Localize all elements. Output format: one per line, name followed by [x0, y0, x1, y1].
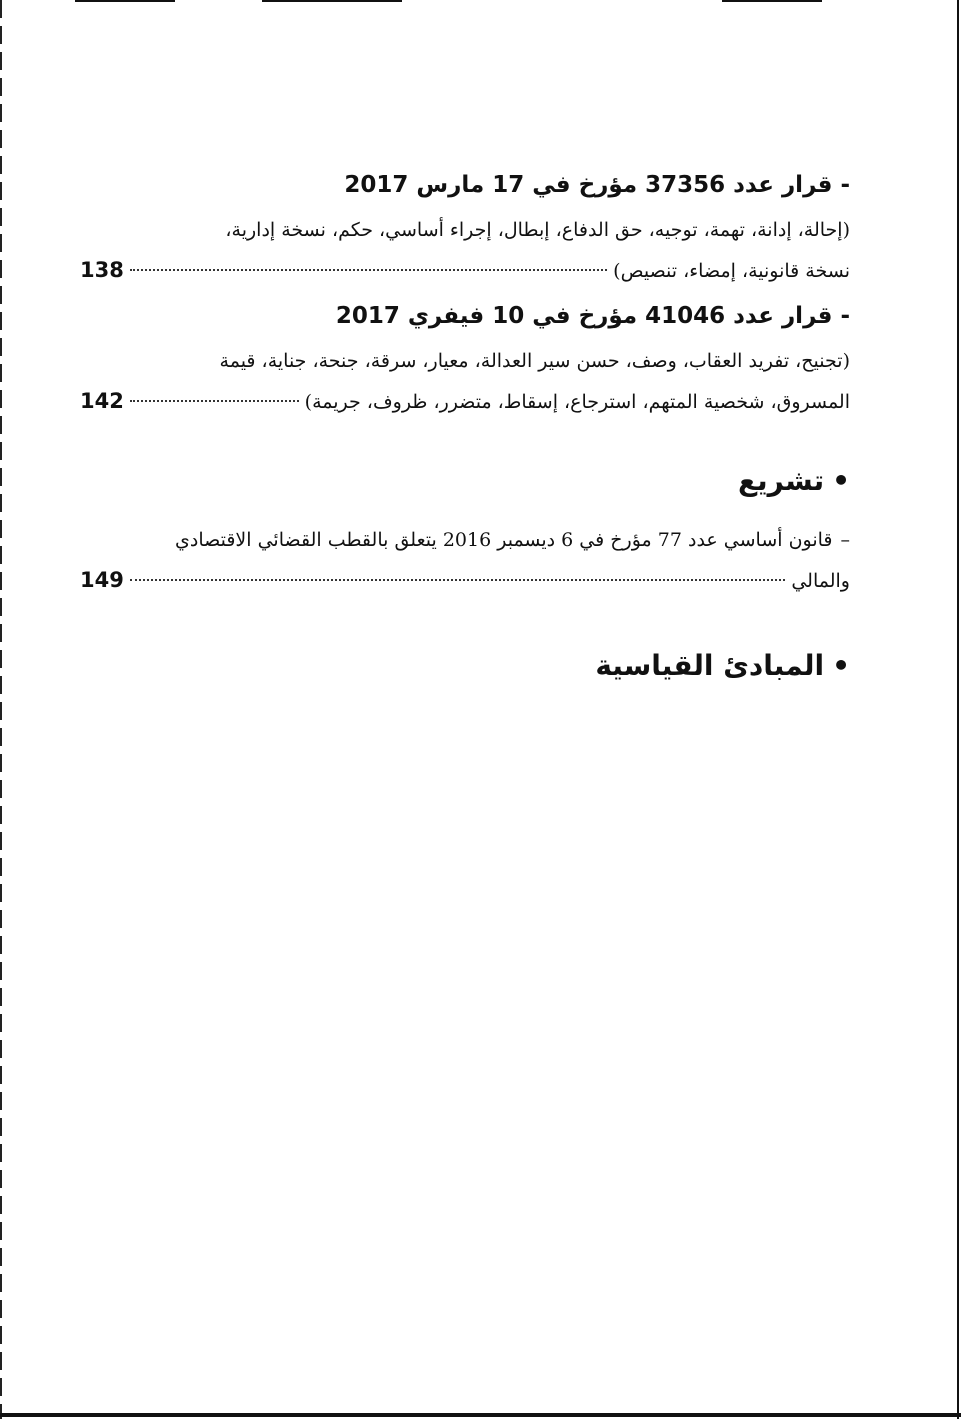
entry-keywords [80, 210, 850, 291]
toc-entry-law [80, 520, 850, 601]
law-line [80, 520, 850, 560]
law-title-continued: والمالي [791, 570, 850, 592]
page-number: 142 [80, 389, 124, 413]
toc-line[interactable] [80, 381, 850, 422]
toc-line[interactable] [80, 560, 850, 601]
keywords-line: (تجنيح، تفريد العقاب، وصف، حسن سير العدالة، معيار، سرقة، جنحة، جناية، قيمة [219, 350, 850, 372]
law-title: قانون أساسي عدد 77 مؤرخ في 6 ديسمبر 2016 يتعلق بالقطب القضائي الاقتصادي [175, 529, 833, 551]
keywords-line: نسخة قانونية، إمضاء، تنصيص) [613, 260, 850, 282]
page-number: 149 [80, 568, 124, 592]
page-edge-right [957, 0, 959, 1419]
bullet-icon: • [832, 649, 850, 682]
keywords-line: المسروق، شخصية المتهم، استرجاع، إسقاط، متضرر، ظروف، جريمة) [304, 391, 850, 413]
header-rule-middle [262, 0, 402, 2]
page-edge-bottom [0, 1413, 961, 1417]
dot-leader [130, 400, 299, 402]
toc-line[interactable] [80, 250, 850, 291]
toc-entry-decision-2 [80, 291, 850, 422]
header-rule-left [75, 0, 175, 2]
entry-heading: - قرار عدد 37356 مؤرخ في 17 مارس 2017 [344, 172, 850, 198]
entry-heading: - قرار عدد 41046 مؤرخ في 10 فيفري 2017 [335, 303, 850, 329]
page-number: 138 [80, 258, 124, 282]
dot-leader [130, 579, 786, 581]
section-title-principles [80, 641, 850, 691]
table-of-contents [80, 160, 850, 705]
entry-keywords [80, 341, 850, 422]
page-edge-left [0, 0, 2, 1419]
header-rule-right [722, 0, 822, 2]
dot-leader [130, 269, 607, 271]
section-title-text: تشريع [738, 464, 825, 497]
keywords-line: (إحالة، إدانة، تهمة، توجيه، حق الدفاع، إبطال، إجراء أساسي، حكم، نسخة إدارية، [225, 219, 850, 241]
toc-entry-decision-1 [80, 160, 850, 291]
section-title-text: المبادئ القياسية [595, 649, 825, 682]
bullet-icon: • [832, 464, 850, 497]
dash-icon: – [840, 529, 850, 551]
section-title-legislation [80, 456, 850, 506]
